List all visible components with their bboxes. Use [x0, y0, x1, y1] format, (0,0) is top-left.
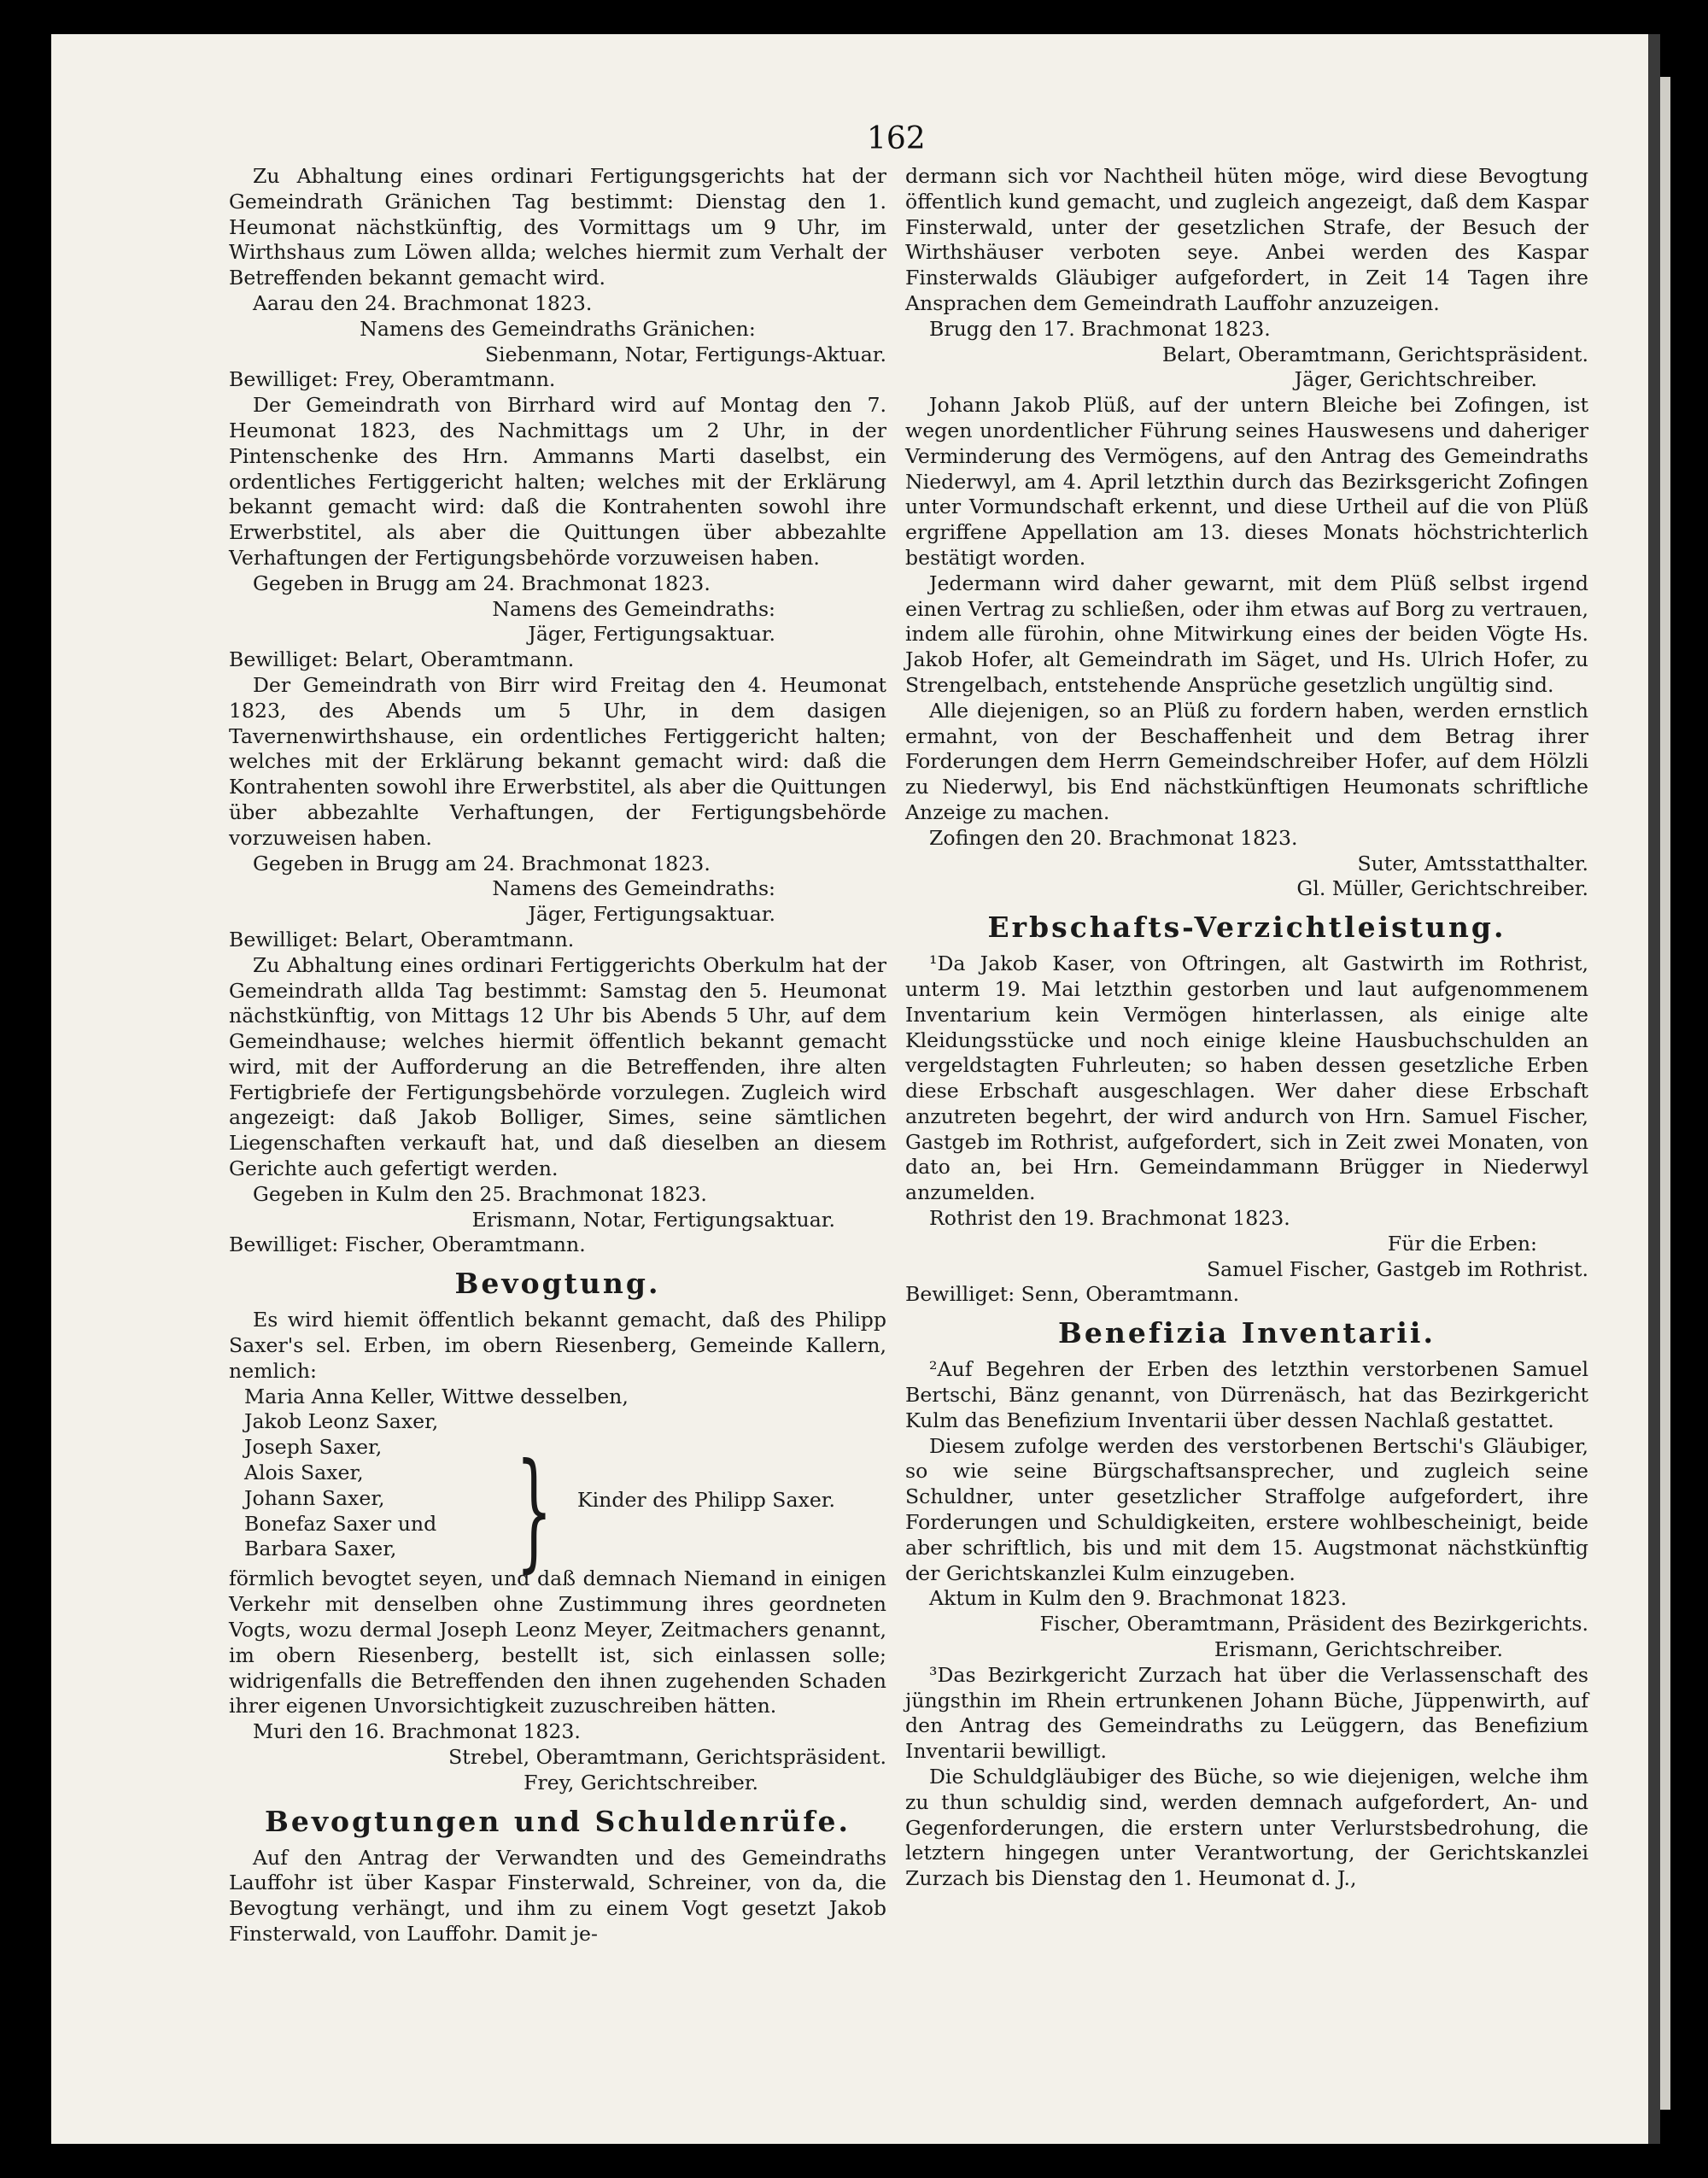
notice-signature: Namens des Gemeindraths:	[492, 596, 775, 621]
notice-signature: Siebenmann, Notar, Fertigungs-Aktuar.	[484, 342, 886, 366]
notice-bueche-creditors: Die Schuldgläubiger des Büche, so wie diejenigen, welche ihm zu thun schuldig sind, werden demnach aufgefordert, An- und Gegenforderungen, die erstern unter Verlurstsbedrohung, die letztern hingegen unter Verantwortung, der Gerichtskanzlei Zurzach bis Dienstag den 1. Heumonat d. J.,	[905, 1765, 1588, 1891]
curly-brace-icon: }	[516, 1437, 553, 1586]
adjacent-page-edge	[1660, 77, 1670, 2110]
notice-approval: Bewilliget: Senn, Oberamtmann.	[905, 1282, 1240, 1307]
page-edge-shadow	[1648, 34, 1660, 2144]
page-number: 162	[867, 121, 926, 156]
notice-signature: Jäger, Gerichtschreiber.	[1294, 367, 1537, 392]
notice-date: Gegeben in Brugg am 24. Brachmonat 1823.	[253, 851, 711, 875]
notice-signature: Namens des Gemeindraths Gränichen:	[360, 316, 756, 341]
notice-saxer-body: förmlich bevogtet seyen, und daß demnach Niemand in einigen Verkehr mit denselben ohne Zustimmung ihres geordneten Vogts, wozu dermal Joseph Leonz Meyer, Zeitmachers genannt, im obern Riesenberg, bestellt ist, sich einlassen solle; widrigenfalls die Betreffenden den ihnen zugehenden Schaden ihrer eigenen Unvorsichtigkeit zuzuschreiben hätten.	[229, 1566, 886, 1718]
notice-date: Muri den 16. Brachmonat 1823.	[253, 1719, 581, 1744]
heir-name: Alois Saxer,	[244, 1461, 364, 1485]
notice-signature: Frey, Gerichtschreiber.	[524, 1770, 758, 1795]
notice-graenichen: Zu Abhaltung eines ordinari Fertigungsgerichts hat der Gemeindrath Gränichen Tag bestimmt: Dienstag den 1. Heumonat nächstkünftig, des Vormittags um 9 Uhr, im Wirthshaus zum Löwen allda; welches hiermit zum Verhalt der Betreffenden bekannt gemacht wird.	[229, 164, 886, 290]
heir-name: Barbara Saxer,	[244, 1537, 397, 1561]
notice-signature: Namens des Gemeindraths:	[492, 876, 775, 901]
notice-date: Brugg den 17. Brachmonat 1823.	[929, 316, 1271, 341]
notice-signature: Erismann, Gerichtschreiber.	[1214, 1637, 1503, 1662]
place-name: Oberkulm	[702, 952, 805, 977]
notice-pluess-warning: Jedermann wird daher gewarnt, mit dem Plüß selbst irgend einen Vertrag zu schließen, oder ihm etwas auf Borg zu vertrauen, indem alle fürohin, ohne Mitwirkung eines der beiden Vögte Hs. Jakob Hofer, alt Gemeindrath im Säget, und Hs. Ulrich Hofer, zu Strengelbach, entstehende Ansprüche gesetzlich ungültig sind.	[905, 571, 1588, 697]
notice-date: Gegeben in Brugg am 24. Brachmonat 1823.	[253, 571, 711, 595]
notice-approval: Bewilliget: Frey, Oberamtmann.	[229, 367, 556, 392]
notice-birr: Der Gemeindrath von Birr wird Freitag den 4. Heumonat 1823, des Abends um 5 Uhr, in dem dasigen Tavernenwirthshause, ein ordentliches Fertiggericht halten; welches mit der Erklärung bekannt gemacht wird: daß die Kontrahenten sowohl ihre Erwerbstitel, als aber die Quittungen über abbezahlte Verhaftungen, der Fertigungsbehörde vorzuweisen haben.	[229, 672, 886, 850]
notice-bertschi: ²Auf Begehren der Erben des letzthin verstorbenen Samuel Bertschi, Bänz genannt, von Dürrenäsch, hat das Bezirkgericht Kulm das Benefizium Inventarii über dessen Nachlaß gestattet.	[905, 1357, 1588, 1432]
section-heading-bevogtungen: Bevogtungen und Schuldenrüfe.	[264, 1804, 851, 1838]
left-column	[229, 164, 886, 1947]
notice-signature: Gl. Müller, Gerichtschreiber.	[1296, 876, 1588, 901]
heirs-label: Kinder des Philipp Saxer.	[577, 1488, 835, 1513]
notice-kaser: ¹Da Jakob Kaser, von Oftringen, alt Gastwirth im Rothrist, unterm 19. Mai letzthin gestorben und laut aufgenommenem Inventarium kein Vermögen hinterlassen, als einige alte Kleidungsstücke und noch einige kleine Hausbuchschulden an vergeldstagten Fuhrleuten; so haben dessen gesetzliche Erben diese Erbschaft ausgeschlagen. Wer daher diese Erbschaft anzutreten begehrt, der wird andurch von Hrn. Samuel Fischer, Gastgeb im Rothrist, aufgefordert, sich in Zeit zwei Monaten, von dato an, bei Hrn. Gemeindammann Brügger in Niederwyl anzumelden.	[905, 951, 1588, 1205]
notice-bueche: ³Das Bezirkgericht Zurzach hat über die Verlassenschaft des jüngsthin im Rhein ertrunkenen Johann Büche, Jüppenwirth, auf den Antrag des Gemeindraths zu Leüggern, das Benefizium Inventarii bewilligt.	[905, 1662, 1588, 1764]
notice-signature: Für die Erben:	[1387, 1231, 1537, 1256]
notice-saxer: Es wird hiemit öffentlich bekannt gemacht, daß des Philipp Saxer's sel. Erben, im obern Riesenberg, Gemeinde Kallern, nemlich:	[229, 1308, 886, 1383]
notice-signature: Fischer, Oberamtmann, Präsident des Bezirkgerichts.	[1039, 1612, 1588, 1636]
notice-finsterwald-cont: dermann sich vor Nachtheil hüten möge, wird diese Bevogtung öffentlich kund gemacht, und zugleich angezeigt, daß dem Kaspar Finsterwald, unter der gesetzlichen Strafe, der Besuch der Wirthshäuser verboten seye. Anbei werden des Kaspar Finsterwalds Gläubiger aufgefordert, in Zeit 14 Tagen ihre Ansprachen dem Gemeindrath Lauffohr anzuzeigen.	[905, 164, 1588, 315]
notice-date: Aktum in Kulm den 9. Brachmonat 1823.	[929, 1586, 1348, 1611]
section-heading-bevogtung: Bevogtung.	[454, 1267, 661, 1301]
notice-date: Aarau den 24. Brachmonat 1823.	[253, 290, 593, 315]
heir-name: Bonefaz Saxer und	[244, 1511, 437, 1536]
section-heading-erbschaft: Erbschafts-Verzichtleistung.	[987, 910, 1506, 945]
notice-date: Gegeben in Kulm den 25. Brachmonat 1823.	[253, 1181, 707, 1206]
notice-birrhard: Der Gemeindrath von Birrhard wird auf Montag den 7. Heumonat 1823, des Nachmittags um 2 Uhr, in der Pintenschenke des Hrn. Ammanns Marti daselbst, ein ordentliches Fertiggericht halten; welches mit der Erklärung bekannt gemacht wird: daß die Kontrahenten sowohl ihre Erwerbstitel, als aber die Quittungen über abbezahlte Verhaftungen der Fertigungsbehörde vorzuweisen haben.	[229, 393, 886, 570]
right-column	[905, 164, 1588, 1892]
notice-signature: Samuel Fischer, Gastgeb im Rothrist.	[1206, 1256, 1588, 1281]
notice-approval: Bewilliget: Belart, Oberamtmann.	[229, 647, 575, 672]
notice-signature: Jäger, Fertigungsaktuar.	[528, 622, 775, 647]
notice-signature: Erismann, Notar, Fertigungsaktuar.	[471, 1207, 835, 1232]
notice-oberkulm: Zu Abhaltung eines ordinari Fertiggerichts Oberkulm hat der Gemeindrath allda Tag bestimmt: Samstag den 5. Heumonat nächstkünftig, von Mittags 12 Uhr bis Abends 5 Uhr, auf dem Gemeindhause; welches hiermit öffentlich bekannt gemacht wird, mit der Aufforderung an die Betreffenden, ihre alten Fertigbriefe der Fertigungsbehörde vorzulegen. Zugleich wird angezeigt: daß Jakob Bolliger, Simes, seine sämtlichen Liegenschaften verkauft hat, und daß dieselben an diesem Gerichte auch gefertigt werden.	[229, 952, 886, 1181]
notice-approval: Bewilliget: Belart, Oberamtmann.	[229, 927, 575, 951]
place-name: Birrhard	[506, 393, 595, 418]
notice-pluess: Johann Jakob Plüß, auf der untern Bleiche bei Zofingen, ist wegen unordentlicher Führung seines Hauswesens und daheriger Verminderung des Vermögens, auf den Antrag des Gemeindraths Niederwyl, am 4. April letzthin durch das Bezirksgericht Zofingen unter Vormundschaft erkennt, und diese Urtheil auf die von Plüß ergriffene Appellation am 13. dieses Monats höchstrichterlich bestätigt worden.	[905, 393, 1588, 570]
heir-name: Joseph Saxer,	[244, 1435, 383, 1460]
heir-name: Jakob Leonz Saxer,	[244, 1409, 439, 1434]
section-heading-benefizia: Benefizia Inventarii.	[1058, 1316, 1436, 1350]
notice-signature: Belart, Oberamtmann, Gerichtspräsident.	[1161, 342, 1588, 366]
notice-signature: Jäger, Fertigungsaktuar.	[528, 902, 775, 927]
notice-signature: Suter, Amtsstatthalter.	[1357, 851, 1588, 875]
notice-date: Zofingen den 20. Brachmonat 1823.	[929, 825, 1298, 850]
notice-pluess-creditors: Alle diejenigen, so an Plüß zu fordern haben, werden ernstlich ermahnt, von der Beschaffenheit und dem Betrag ihrer Forderungen dem Herrn Gemeindschreiber Hofer, auf dem Hölzli zu Niederwyl, bis End nächstkünftigen Heumonats schriftliche Anzeige zu machen.	[905, 698, 1588, 824]
heir-widow: Maria Anna Keller, Wittwe desselben,	[244, 1384, 629, 1408]
heirs-list	[244, 1409, 886, 1586]
notice-bertschi-creditors: Diesem zufolge werden des verstorbenen Bertschi's Gläubiger, so wie seine Bürgschaftsansprecher, und zugleich seine Schuldner, unter gesetzlicher Straffolge aufgefordert, ihre Forderungen und Schuldigkeiten, erstere wohlbescheinigt, beide aber schriftlich, bis und mit dem 15. Augstmonat nächstkünftig der Gerichtskanzlei Kulm einzugeben.	[905, 1433, 1588, 1585]
notice-finsterwald: Auf den Antrag der Verwandten und des Gemeindraths Lauffohr ist über Kaspar Finsterwald, Schreiner, von da, die Bevogtung verhängt, und ihm zu einem Vogt gesetzt Jakob Finsterwald, von Lauffohr. Damit je-	[229, 1845, 886, 1947]
notice-signature: Strebel, Oberamtmann, Gerichtspräsident.	[448, 1745, 886, 1770]
notice-approval: Bewilliget: Fischer, Oberamtmann.	[229, 1232, 586, 1257]
notice-date: Rothrist den 19. Brachmonat 1823.	[929, 1206, 1290, 1231]
place-name: Birr	[498, 672, 540, 697]
heir-name: Johann Saxer,	[244, 1485, 385, 1510]
